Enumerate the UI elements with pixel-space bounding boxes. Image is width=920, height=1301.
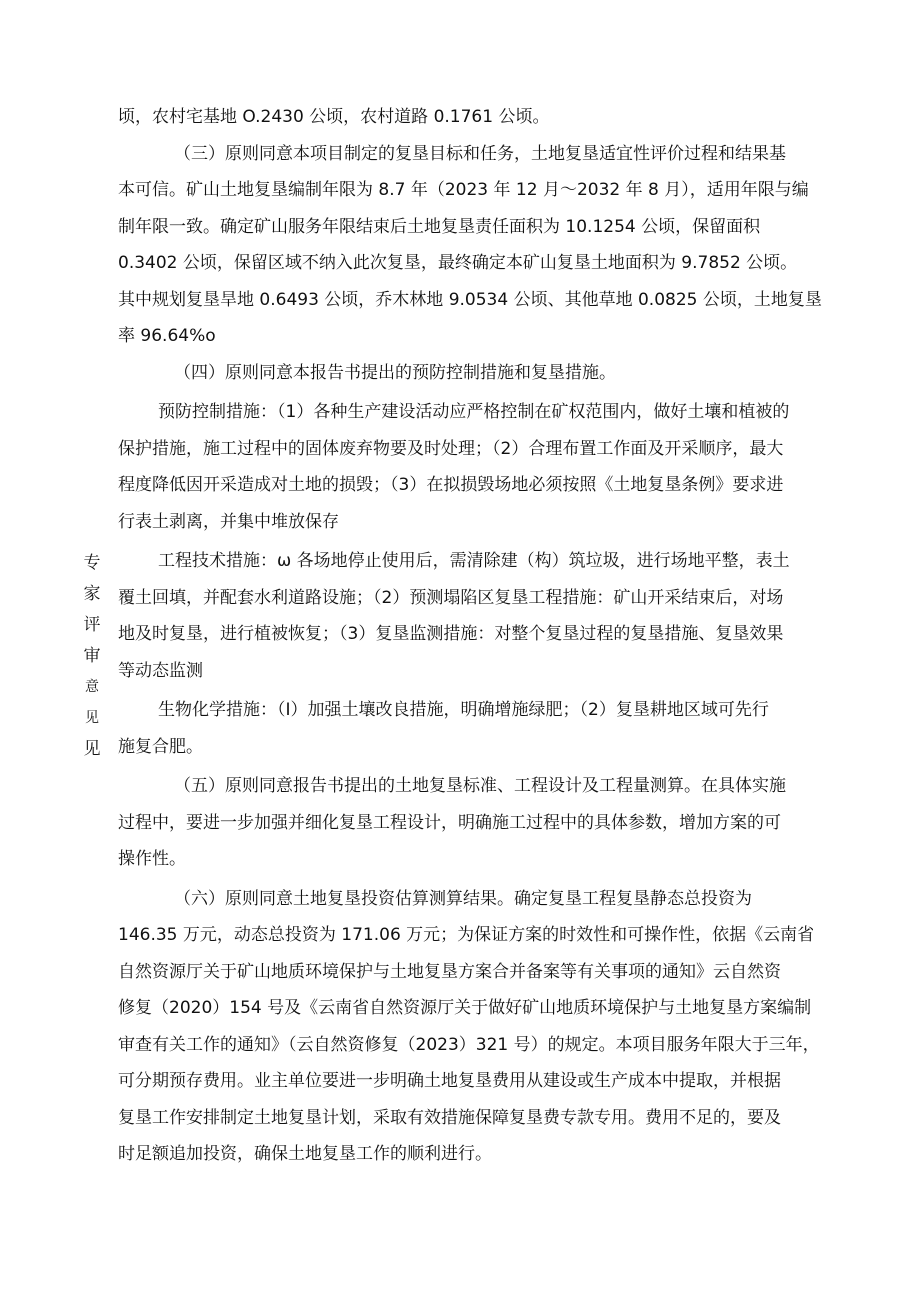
text-line: 过程中，要进一步加强并细化复垦工程设计，明确施工过程中的具体参数，增加方案的可 [118,812,781,833]
text-line: 操作性。 [118,849,186,869]
side-label-char: 意见 [85,679,99,726]
text-line: 审查有关工作的通知》（云自然资修复（2023）321 号）的规定。本项目服务年限大于三年， [118,1034,820,1055]
paragraph [118,394,848,540]
text-line: 顷，农村宅基地 O.2430 公顷，农村道路 0.1761 公顷。 [118,107,550,127]
text-line: 地及时复垦，进行植被恢复；（3）复垦监测措施：对整个复垦过程的复垦措施、复垦效果 [118,624,784,644]
text-line: 0.3402 公顷，保留区域不纳入此次复垦，最终确定本矿山复垦土地面积为 9.7852 公顷。 [118,253,798,273]
paragraph [118,881,848,1173]
side-label-char: 评 [83,615,101,635]
text-line: （四）原则同意本报告书提出的预防控制措施和复垦措施。 [174,362,616,383]
paragraph [118,768,848,878]
text-line: 覆土回填，并配套水利道路设施；（2）预测塌陷区复垦工程措施：矿山开采结束后，对场 [118,587,784,608]
text-line: 可分期预存费用。业主单位要进一步明确土地复垦费用从建设或生产成本中提取，并根据 [118,1071,781,1091]
text-line: 预防控制措施：（1）各种生产建设活动应严格控制在矿权范围内，做好土壤和植被的 [158,402,790,422]
text-line: 修复（2020）154 号及《云南省自然资源厅关于做好矿山地质环境保护与土地复垦方案编制 [118,998,812,1018]
text-line: 其中规划复垦旱地 0.6493 公顷，乔木林地 9.0534 公顷、其他草地 0.0825 公顷，土地复垦 [118,289,822,310]
text-line: 等动态监测 [118,660,203,681]
text-line: 工程技术措施：ω 各场地停止使用后，需清除建（构）筑垃圾，进行场地平整，表土 [158,551,790,571]
paragraph [118,99,848,136]
text-line: 保护措施，施工过程中的固体废弃物要及时处理；（2）合理布置工作面及开采顺序，最大 [118,438,784,459]
paragraph [118,692,848,765]
side-label-char: 见 [83,739,101,759]
side-label-char: 专 [83,553,101,573]
document-body [118,99,848,1173]
expert-review-opinion-label [80,548,104,765]
side-label-char: 家 [83,584,101,604]
text-line: （三）原则同意本项目制定的复垦目标和任务，土地复垦适宜性评价过程和结果基 [174,143,786,164]
text-line: 行表土剥离，并集中堆放保存 [118,511,339,532]
text-line: 率 96.64%o [118,326,216,346]
text-line: 施复合肥。 [118,736,203,757]
text-line: 程度降低因开采造成对土地的损毁；（3）在拟损毁场地必须按照《土地复垦条例》要求进 [118,475,784,495]
text-line: 自然资源厅关于矿山地质环境保护与土地复垦方案合并备案等有关事项的通知》云自然资 [118,961,781,982]
text-line: 本可信。矿山土地复垦编制年限为 8.7 年（2023 年 12 月～2032 年 8 月），适用年限与编 [118,180,809,200]
text-line: 生物化学措施：（I）加强土壤改良措施，明确增施绿肥；（2）复垦耕地区域可先行 [158,700,769,720]
paragraph [118,543,848,689]
paragraph [118,355,848,392]
side-label-char: 审 [83,646,101,666]
text-line: （六）原则同意土地复垦投资估算测算结果。确定复垦工程复垦静态总投资为 [174,888,752,909]
text-line: 复垦工作安排制定土地复垦计划，采取有效措施保障复垦费专款专用。费用不足的，要及 [118,1107,781,1128]
text-line: （五）原则同意报告书提出的土地复垦标准、工程设计及工程量测算。在具体实施 [174,776,786,796]
text-line: 146.35 万元，动态总投资为 171.06 万元；为保证方案的时效性和可操作性，依据《云南省 [118,925,815,945]
text-line: 时足额追加投资，确保土地复垦工作的顺利进行。 [118,1144,492,1164]
text-line: 制年限一致。确定矿山服务年限结束后土地复垦责任面积为 10.1254 公顷，保留面积 [118,216,761,237]
paragraph [118,136,848,355]
